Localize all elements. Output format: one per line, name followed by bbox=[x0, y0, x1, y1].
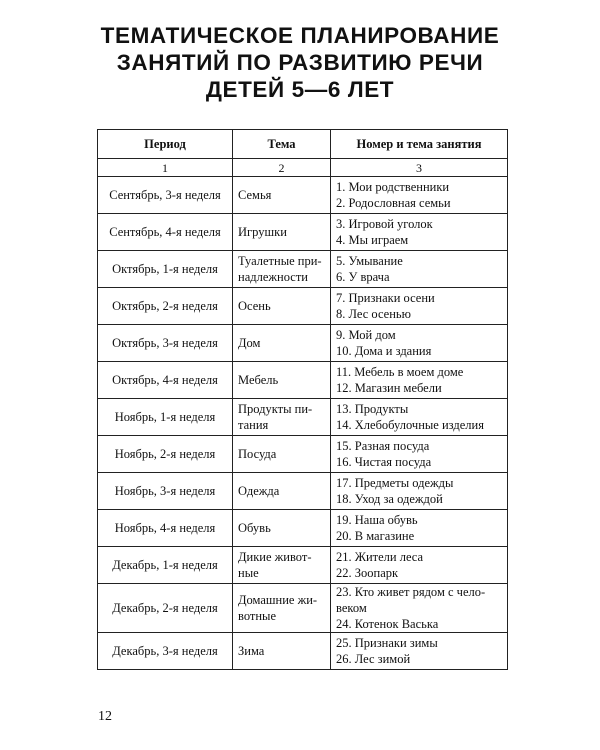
topic-line: вотные bbox=[238, 609, 277, 623]
period-cell: Октябрь, 4-я неделя bbox=[98, 362, 233, 399]
period-cell: Декабрь, 1-я неделя bbox=[98, 547, 233, 584]
table-row bbox=[98, 325, 508, 362]
lessons-cell bbox=[331, 362, 508, 399]
topic-cell: Игрушки bbox=[233, 214, 331, 251]
period-cell: Декабрь, 2-я неделя bbox=[98, 584, 233, 633]
table-row bbox=[98, 177, 508, 214]
topic-cell bbox=[233, 251, 331, 288]
lessons-cell bbox=[331, 177, 508, 214]
planning-table bbox=[97, 129, 508, 670]
lessons-cell bbox=[331, 436, 508, 473]
lesson-line: 19. Наша обувь bbox=[336, 513, 418, 527]
lesson-line: 1. Мои родственники bbox=[336, 180, 450, 194]
period-cell: Ноябрь, 2-я неделя bbox=[98, 436, 233, 473]
lessons-cell bbox=[331, 251, 508, 288]
title-line-3: ДЕТЕЙ 5—6 ЛЕТ bbox=[205, 77, 395, 102]
period-cell: Сентябрь, 3-я неделя bbox=[98, 177, 233, 214]
table-row bbox=[98, 584, 508, 633]
lessons-cell bbox=[331, 547, 508, 584]
period-cell: Октябрь, 2-я неделя bbox=[98, 288, 233, 325]
topic-cell: Мебель bbox=[233, 362, 331, 399]
lesson-line: 17. Предметы одежды bbox=[336, 476, 454, 490]
table-row bbox=[98, 362, 508, 399]
lesson-line: веком bbox=[336, 601, 367, 615]
topic-line: тания bbox=[238, 418, 269, 432]
table-row bbox=[98, 633, 508, 670]
lesson-line: 3. Игровой уголок bbox=[336, 217, 433, 231]
lesson-line: 2. Родословная семьи bbox=[336, 196, 451, 210]
lesson-line: 13. Продукты bbox=[336, 402, 409, 416]
lesson-line: 26. Лес зимой bbox=[336, 652, 411, 666]
lessons-cell bbox=[331, 399, 508, 436]
column-number-2: 2 bbox=[233, 159, 331, 177]
lesson-line: 15. Разная посуда bbox=[336, 439, 430, 453]
topic-cell bbox=[233, 584, 331, 633]
lessons-cell bbox=[331, 288, 508, 325]
lesson-line: 5. Умывание bbox=[336, 254, 403, 268]
table-body bbox=[98, 177, 508, 670]
topic-cell: Семья bbox=[233, 177, 331, 214]
lesson-line: 8. Лес осенью bbox=[336, 307, 411, 321]
period-cell: Ноябрь, 4-я неделя bbox=[98, 510, 233, 547]
period-cell: Сентябрь, 4-я неделя bbox=[98, 214, 233, 251]
period-cell: Ноябрь, 3-я неделя bbox=[98, 473, 233, 510]
period-cell: Ноябрь, 1-я неделя bbox=[98, 399, 233, 436]
title-line-1: ТЕМАТИЧЕСКОЕ ПЛАНИРОВАНИЕ bbox=[100, 23, 500, 48]
lesson-line: 14. Хлебобулочные изделия bbox=[336, 418, 484, 432]
header-row bbox=[98, 130, 508, 159]
lesson-line: 10. Дома и здания bbox=[336, 344, 432, 358]
table-row bbox=[98, 473, 508, 510]
table-row bbox=[98, 214, 508, 251]
lesson-line: 6. У врача bbox=[336, 270, 390, 284]
topic-cell: Зима bbox=[233, 633, 331, 670]
topic-line: Продукты пи- bbox=[238, 402, 313, 416]
lesson-line: 18. Уход за одеждой bbox=[336, 492, 443, 506]
header-topic: Тема bbox=[233, 130, 331, 159]
lesson-line: 4. Мы играем bbox=[336, 233, 409, 247]
lesson-line: 16. Чистая посуда bbox=[336, 455, 432, 469]
lesson-line: 22. Зоопарк bbox=[336, 566, 399, 580]
title-line-2: ЗАНЯТИЙ ПО РАЗВИТИЮ РЕЧИ bbox=[116, 50, 484, 75]
lessons-cell bbox=[331, 473, 508, 510]
header-lessons: Номер и тема занятия bbox=[331, 130, 508, 159]
lesson-line: 11. Мебель в моем доме bbox=[336, 365, 464, 379]
topic-line: Дикие живот- bbox=[238, 550, 312, 564]
table-row bbox=[98, 288, 508, 325]
lesson-line: 12. Магазин мебели bbox=[336, 381, 442, 395]
lesson-line: 20. В магазине bbox=[336, 529, 415, 543]
topic-cell: Посуда bbox=[233, 436, 331, 473]
period-cell: Октябрь, 1-я неделя bbox=[98, 251, 233, 288]
column-number-1: 1 bbox=[98, 159, 233, 177]
lesson-line: 25. Признаки зимы bbox=[336, 636, 438, 650]
lessons-cell bbox=[331, 510, 508, 547]
table-row bbox=[98, 251, 508, 288]
topic-cell: Осень bbox=[233, 288, 331, 325]
topic-cell: Одежда bbox=[233, 473, 331, 510]
lessons-cell bbox=[331, 584, 508, 633]
lessons-cell bbox=[331, 633, 508, 670]
period-cell: Декабрь, 3-я неделя bbox=[98, 633, 233, 670]
lesson-line: 23. Кто живет рядом с чело- bbox=[336, 585, 486, 599]
column-number-row bbox=[98, 159, 508, 177]
period-cell: Октябрь, 3-я неделя bbox=[98, 325, 233, 362]
table-row bbox=[98, 547, 508, 584]
lesson-line: 21. Жители леса bbox=[336, 550, 424, 564]
lesson-line: 9. Мой дом bbox=[336, 328, 396, 342]
table-row bbox=[98, 399, 508, 436]
topic-cell bbox=[233, 547, 331, 584]
topic-line: надлежности bbox=[238, 270, 308, 284]
column-number-3: 3 bbox=[331, 159, 508, 177]
lessons-cell bbox=[331, 214, 508, 251]
topic-cell: Обувь bbox=[233, 510, 331, 547]
lessons-cell bbox=[331, 325, 508, 362]
header-period: Период bbox=[98, 130, 233, 159]
topic-cell: Дом bbox=[233, 325, 331, 362]
page-number: 12 bbox=[98, 709, 112, 724]
lesson-line: 24. Котенок Васька bbox=[336, 617, 439, 631]
topic-cell bbox=[233, 399, 331, 436]
page-title bbox=[0, 22, 600, 103]
topic-line: Домашние жи- bbox=[238, 593, 318, 607]
table-row bbox=[98, 436, 508, 473]
topic-line: ные bbox=[238, 566, 259, 580]
table-row bbox=[98, 510, 508, 547]
topic-line: Туалетные при- bbox=[238, 254, 322, 268]
lesson-line: 7. Признаки осени bbox=[336, 291, 435, 305]
